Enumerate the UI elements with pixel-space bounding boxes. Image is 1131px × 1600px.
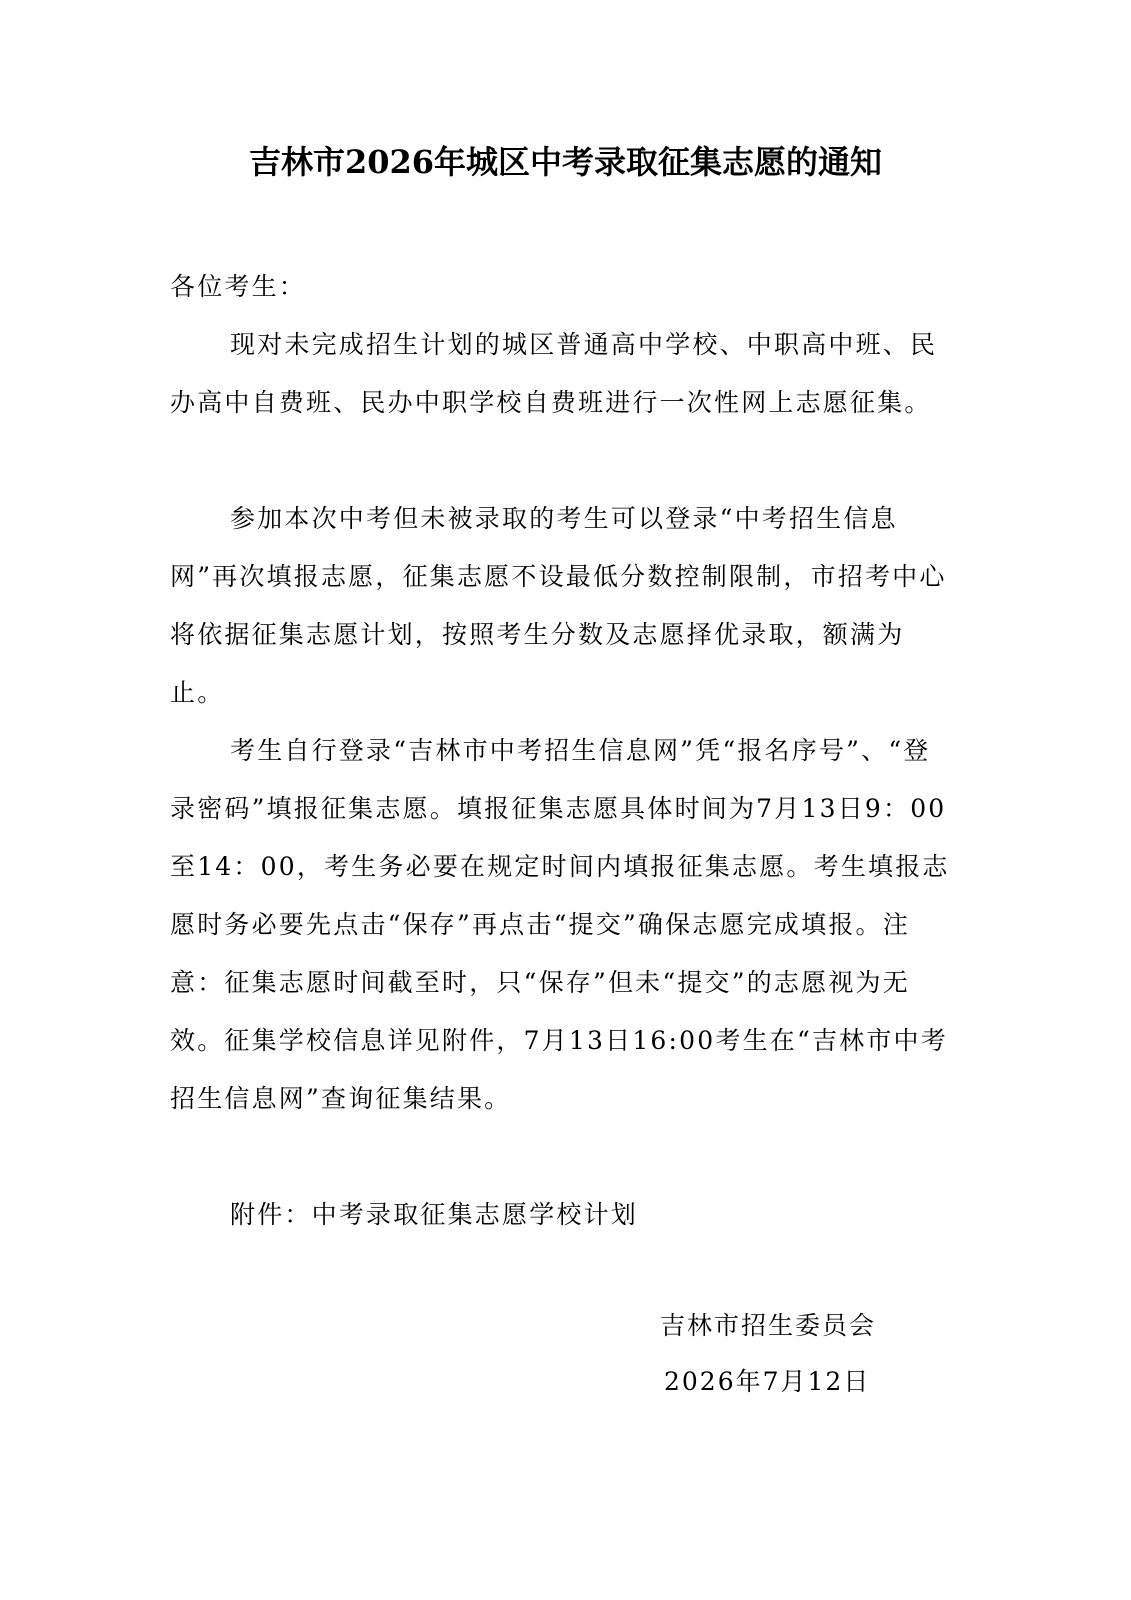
paragraph-2: 参加本次中考但未被录取的考生可以登录“中考招生信息网”再次填报志愿，征集志愿不设最低分数控制限制，市招考中心将依据征集志愿计划，按照考生分数及志愿择优录取，额满为止。: [170, 504, 947, 707]
paragraph-1: 现对未完成招生计划的城区普通高中学校、中职高中班、民办高中自费班、民办中职学校自费班进行一次性网上志愿征集。: [170, 330, 938, 417]
signature-date: 2026年7月12日: [664, 1367, 871, 1396]
salutation: 各位考生：: [170, 272, 307, 301]
attachment-note: 附件：中考录取征集志愿学校计划: [230, 1200, 639, 1229]
document-title: 吉林市2026年城区中考录取征集志愿的通知: [248, 143, 883, 181]
signature-organization: 吉林市招生委员会: [660, 1311, 877, 1340]
paragraph-3: 考生自行登录“吉林市中考招生信息网”凭“报名序号”、“登录密码”填报征集志愿。填报征集志愿具体时间为7月13日9：00至14：00，考生务必要在规定时间内填报征集志愿。考生填报志愿时务必要先点击“保存”再点击“提交”确保志愿完成填报。注意：征集志愿时间截至时，只“保存”但未“提交”的志愿视为无效。征集学校信息详见附件，7月13日16:00考生在“吉林市中考招生信息网”查询征集结果。: [170, 736, 950, 1113]
